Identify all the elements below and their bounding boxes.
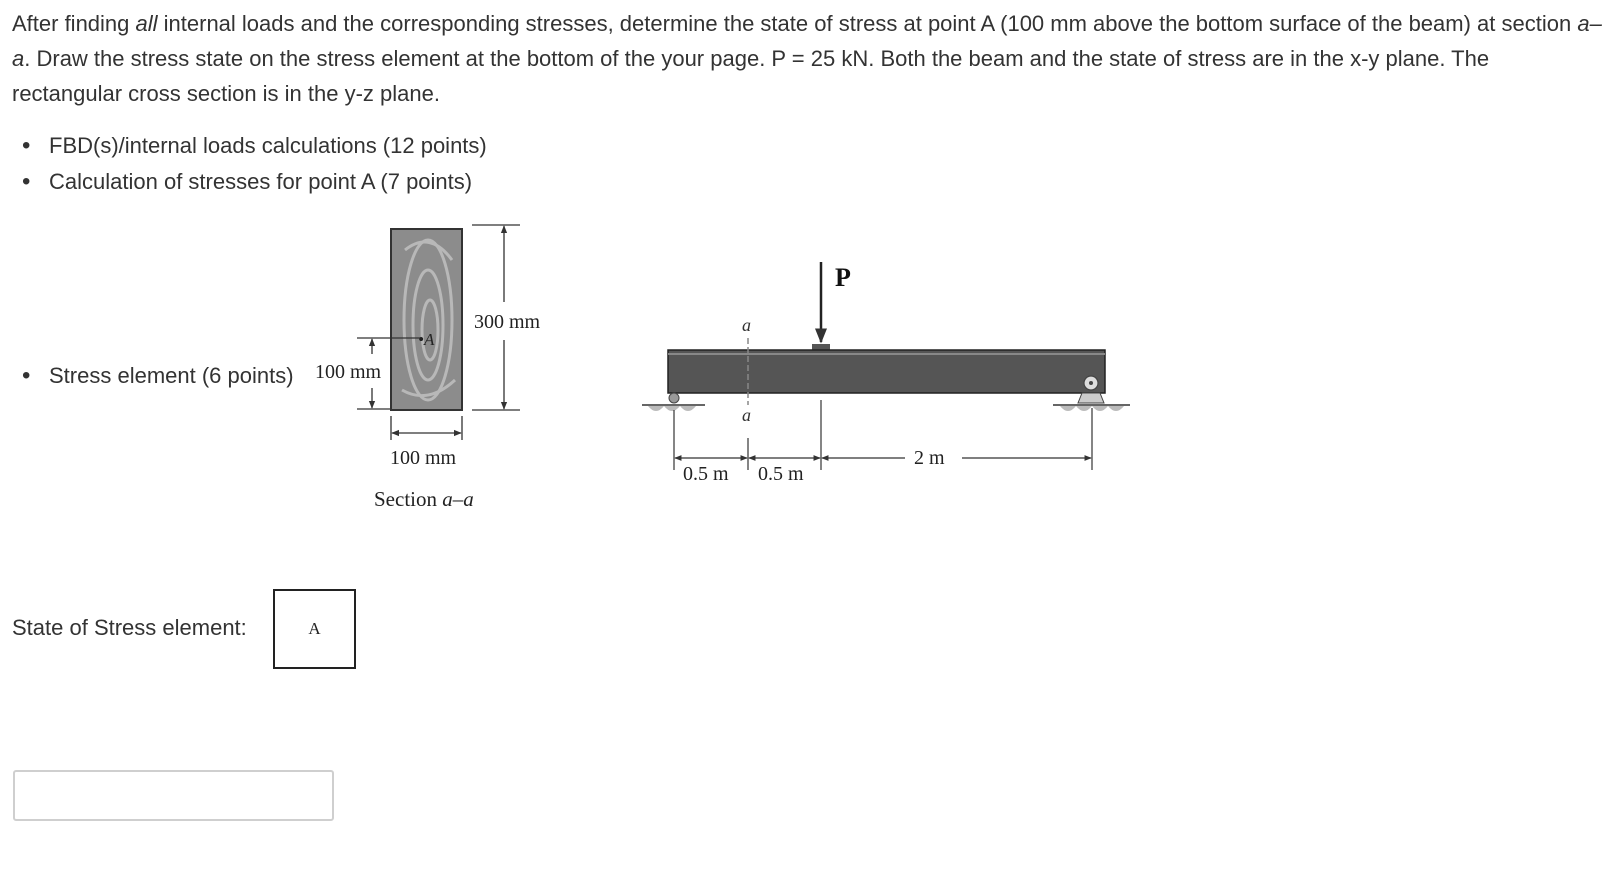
width-dimension <box>391 416 462 440</box>
stress-element-box <box>273 589 356 669</box>
offset-dimension-label: 100 mm <box>315 361 382 383</box>
load-label: P <box>835 263 851 292</box>
problem-emphasis-section: a–a <box>12 11 1602 71</box>
load-plate <box>812 344 830 350</box>
task-item-stress-element-label: Stress element (6 points) <box>49 363 294 388</box>
span-dimensions <box>674 400 1092 470</box>
problem-text-3: . Draw the stress state on the stress element at the bottom of the your page. P = 25 kN. Both the beam and the state of stress are in the x-y plane. The rectangular cross section is in the y-z plane. <box>12 46 1490 106</box>
dimension-0-5m-right: 0.5 m <box>758 463 804 485</box>
section-mark-top: a <box>742 315 751 335</box>
section-caption <box>374 487 474 511</box>
section-mark-bottom: a <box>742 405 751 425</box>
section-caption-label: a–a <box>442 487 474 511</box>
answer-input[interactable] <box>13 770 334 821</box>
beam-figure <box>642 262 1130 485</box>
state-of-stress-label: State of Stress element: <box>12 615 247 640</box>
section-caption-prefix: Section <box>374 487 443 511</box>
problem-text-1: After finding <box>12 11 136 36</box>
cross-section-figure <box>315 225 541 511</box>
task-item-fbd-label: FBD(s)/internal loads calculations (12 points) <box>49 133 487 158</box>
dimension-0-5m-left: 0.5 m <box>683 463 729 485</box>
problem-text-2: internal loads and the corresponding stresses, determine the state of stress at point A (100 mm above the bottom surface of the beam) at section <box>157 11 1578 36</box>
height-dimension-label: 300 mm <box>474 311 541 333</box>
dimension-2m: 2 m <box>914 447 945 469</box>
stress-element-point-label: A <box>308 619 321 638</box>
beam-body <box>668 350 1105 393</box>
problem-emphasis-all: all <box>135 11 158 36</box>
left-pin-support <box>642 393 705 411</box>
point-a-marker: •A <box>418 330 435 349</box>
width-dimension-label: 100 mm <box>390 447 457 469</box>
task-item-stresses-label: Calculation of stresses for point A (7 points) <box>49 169 473 194</box>
